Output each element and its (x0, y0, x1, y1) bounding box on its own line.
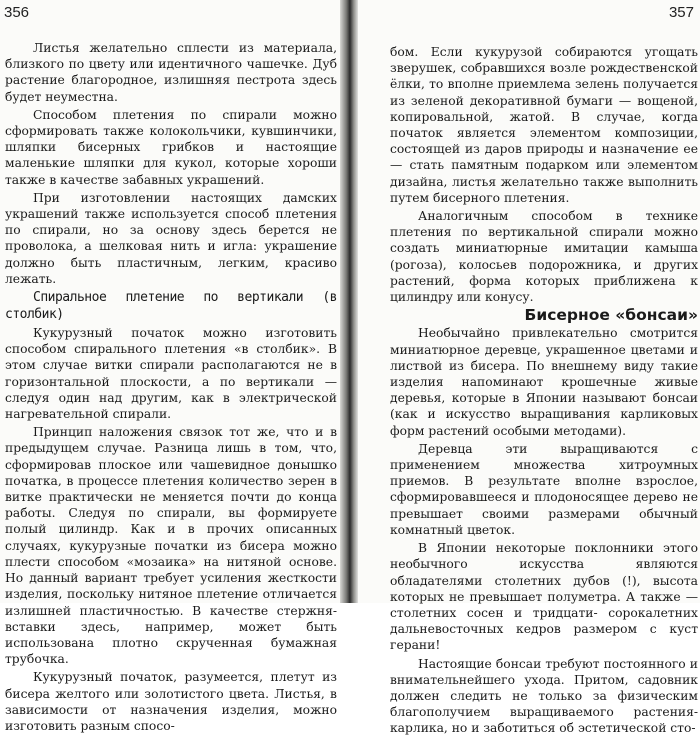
paragraph: Кукурузный початок, разумеется, плетут из бисера желтого или золотистого цвета. Листья, в зависимости от назначения изделия, можно изготовить разным спосо- (5, 670, 337, 733)
paragraph: Необычайно привлекательно смотрится миниатюрное деревце, украшенное цветами и листвой из бисера. По внешнему виду такие изделия напоминают крошечные живые деревья, которые в Японии называют бонсаи (как и искусство выращивания карликовых форм растений особыми методами). (390, 326, 698, 438)
section-heading: Бисерное «бонсаи» (524, 306, 698, 325)
left-page (0, 0, 342, 733)
paragraph: При изготовлении настоящих дамских украшений также используется способ плетения по спирали, но за основу здесь берется не проволока, а шелковая нить и игла: украшение должно быть пластичным, легким, красиво лежать. (5, 190, 337, 286)
page-number-right: 357 (668, 4, 694, 21)
left-page-text (5, 40, 337, 736)
paragraph: Кукурузный початок можно изготовить способом спирального плетения «в столбик». В этом случае витки спирали располагаются не в горизонтальной плоскости, а по вертикали — следуя один над другим, как в электрической нагревательной спирали. (5, 326, 337, 422)
section-subheading: Спиральное плетение по вертикали (в столбик) (5, 290, 337, 323)
paragraph: В Японии некоторые поклонники этого необычного искусства являются обладателями столетних дубов (!), высота которых не превышает полуметра. А также — столетних сосен и тридцати- сорокалетних дальневосточных кедров размером с куст герани! (390, 541, 698, 653)
paragraph: Деревца эти выращиваются с применением множества хитроумных приемов. В результате вполне взрослое, сформировавшееся и плодоносящее дерево не превышает своими размерами обычный комнатный цветок. (390, 441, 698, 537)
paragraph: Принцип наложения связок тот же, что и в предыдущем случае. Разница лишь в том, что, сформировав плоское или чашевидное донышко початка, в процессе плетения количество зерен в витке практически не меняется почти до конца работы. Следуя по спирали, вы формируете полый цилиндр. Как и в прочих описанных случаях, кукурузные початки из бисера можно плести способом «мозаика» на нитяной основе. Но данный вариант требует усиления жесткости изделия, поскольку нитяное плетение отличается излишней пластичностью. В качестве стержня-вставки здесь, например, может быть использована плотно скрученная бумажная трубочка. (5, 425, 337, 667)
paragraph: бом. Если кукурузой собираются угощать зверушек, собравшихся возле рождественской ёлки, то вполне приемлема зелень получается из зеленой декоративной бумаги — вощеной, копировальной, жатой. В случае, когда початок является элементом композиции, состоящей из даров природы и назначение ее — стать памятным подарком или элементом дизайна, листья желательно также выполнить путем бисерного плетения. (390, 45, 698, 205)
book-gutter (340, 0, 358, 603)
right-page-text (390, 44, 698, 739)
paragraph: Настоящие бонсаи требуют постоянного и внимательнейшего ухода. Притом, садовник должен следить не только за физическим благополучием выращиваемого растения-карлика, но и заботиться об эстетической сто- (390, 656, 698, 736)
paragraph: Листья желательно сплести из материала, близкого по цвету или идентичного чашечке. Дуб растение благородное, излишняя пестрота здесь будет неуместна. (5, 41, 337, 104)
paragraph: Способом плетения по спирали можно сформировать также колокольчики, кувшинчики, шляпки бисерных грибков и настоящие маленькие шляпки для кукол, которые хороши также в качестве забавных украшений. (5, 107, 337, 187)
page-number-left: 356 (4, 4, 30, 21)
right-page (358, 0, 700, 736)
paragraph: Аналогичным способом в технике плетения по вертикальной спирали можно создать миниатюрные имитации камыша (рогоза), колосьев подорожника, и других растений, форма которых приближена к цилиндру или конусу. (390, 209, 698, 305)
